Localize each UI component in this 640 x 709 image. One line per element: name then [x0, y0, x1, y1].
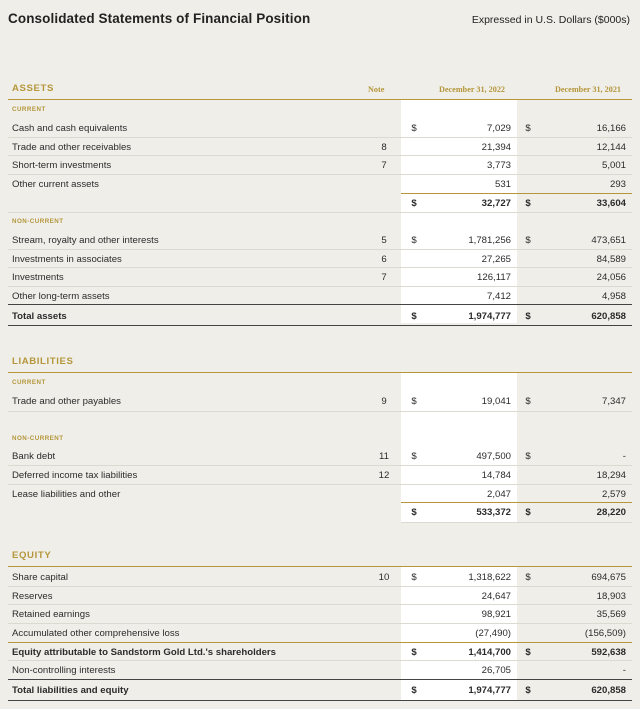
liabilities-total-row	[8, 503, 632, 521]
currency-symbol: $	[411, 572, 417, 583]
total-rule	[8, 700, 632, 701]
table-row	[8, 250, 632, 268]
row-note: 9	[381, 396, 387, 407]
value-2022: 27,265	[481, 254, 511, 265]
currency-symbol: $	[525, 451, 531, 462]
value-2021: -	[622, 451, 626, 462]
row-label: Short-term investments	[12, 160, 112, 171]
table-row	[8, 587, 632, 605]
total-rule	[8, 304, 632, 305]
table-row	[8, 392, 632, 410]
col-2021-header: December 31, 2021	[555, 85, 622, 94]
currency-symbol: $	[411, 647, 417, 658]
currency-symbol: $	[411, 198, 417, 209]
row-label: Non-controlling interests	[12, 665, 116, 676]
row-label: Total liabilities and equity	[12, 685, 129, 696]
assets-title: ASSETS	[12, 83, 54, 94]
page-title: Consolidated Statements of Financial Position	[8, 11, 311, 26]
value-2021: 84,589	[596, 254, 626, 265]
table-row	[8, 231, 632, 249]
total-rule	[8, 679, 632, 680]
value-2022: 21,394	[481, 142, 511, 153]
row-label: Stream, royalty and other interests	[12, 235, 159, 246]
value-2021: 2,579	[601, 489, 626, 500]
currency-symbol: $	[411, 311, 417, 322]
currency-symbol: $	[411, 685, 417, 696]
table-row	[8, 466, 632, 484]
value-2022: (27,490)	[475, 628, 511, 639]
row-label: Other current assets	[12, 179, 99, 190]
currency-symbol: $	[411, 123, 417, 134]
value-2021: 620,858	[591, 685, 626, 696]
row-label: Deferred income tax liabilities	[12, 470, 138, 481]
row-label: Retained earnings	[12, 609, 90, 620]
value-2022: 19,041	[481, 396, 511, 407]
value-2022: 98,921	[481, 609, 511, 620]
liabilities-rule	[8, 372, 632, 373]
currency-symbol: $	[525, 396, 531, 407]
value-2021: 18,294	[596, 470, 626, 481]
currency-symbol: $	[525, 123, 531, 134]
row-note: 7	[381, 160, 387, 171]
value-2021: 35,569	[596, 609, 626, 620]
table-row	[8, 605, 632, 623]
value-2021: 694,675	[591, 572, 626, 583]
row-label: Reserves	[12, 591, 53, 602]
value-2021: 473,651	[591, 235, 626, 246]
currency-symbol: $	[525, 572, 531, 583]
liabilities-header	[8, 351, 632, 373]
value-2022: 1,318,622	[468, 572, 511, 583]
currency-symbol: $	[525, 311, 531, 322]
equity-header	[8, 545, 632, 567]
row-note: 11	[379, 451, 389, 462]
currency-symbol: $	[525, 507, 531, 518]
assets-current-label: CURRENT	[12, 106, 46, 113]
value-2021: 33,604	[596, 198, 626, 209]
value-2021: (156,509)	[584, 628, 626, 639]
table-row	[8, 624, 632, 642]
value-2022: 24,647	[481, 591, 511, 602]
currency-symbol: $	[525, 235, 531, 246]
row-note: 6	[381, 254, 387, 265]
equity-rule	[8, 566, 632, 567]
row-label: Total assets	[12, 311, 67, 322]
row-label: Cash and cash equivalents	[12, 123, 128, 134]
equity-title: EQUITY	[12, 550, 52, 561]
table-row	[8, 287, 632, 305]
value-2022: 1,974,777	[468, 685, 511, 696]
note-column-header: Note	[368, 85, 385, 94]
liabilities-title: LIABILITIES	[12, 356, 74, 367]
table-row	[8, 661, 632, 679]
row-label: Lease liabilities and other	[12, 489, 121, 500]
value-2021: 4,958	[601, 291, 626, 302]
row-label: Bank debt	[12, 451, 56, 462]
value-2021: 620,858	[591, 311, 626, 322]
row-divider	[8, 212, 632, 213]
value-2021: 5,001	[601, 160, 626, 171]
table-row	[8, 156, 632, 174]
value-2021: -	[622, 665, 626, 676]
assets-noncurrent-label: NON-CURRENT	[12, 218, 64, 225]
value-2022: 3,773	[486, 160, 511, 171]
value-2021: 28,220	[596, 507, 626, 518]
value-2022: 1,414,700	[468, 647, 511, 658]
value-2022: 531	[494, 179, 511, 190]
row-note: 10	[378, 572, 390, 583]
row-label: Trade and other receivables	[12, 142, 132, 153]
currency-symbol: $	[525, 198, 531, 209]
value-2021: 18,903	[596, 591, 626, 602]
value-2021: 12,144	[596, 142, 626, 153]
table-row	[8, 175, 632, 193]
table-row	[8, 119, 632, 137]
row-note: 8	[381, 142, 387, 153]
value-2021: 7,347	[601, 396, 626, 407]
currency-symbol: $	[411, 507, 417, 518]
row-note: 7	[381, 272, 387, 283]
table-row	[8, 447, 632, 465]
currency-symbol: $	[411, 396, 417, 407]
currency-symbol: $	[411, 235, 417, 246]
row-label: Investments	[12, 272, 64, 283]
assets-header	[8, 78, 632, 100]
liabilities-noncurrent-label: NON-CURRENT	[12, 435, 64, 442]
row-label: Trade and other payables	[12, 396, 121, 407]
value-2022: 14,784	[481, 470, 511, 481]
row-note: 5	[381, 235, 387, 246]
value-2022: 7,412	[486, 291, 511, 302]
total-assets-row	[8, 307, 632, 325]
currency-symbol: $	[525, 685, 531, 696]
table-row	[8, 138, 632, 156]
value-2022: 533,372	[476, 507, 511, 518]
value-2022: 2,047	[486, 489, 511, 500]
currency-symbol: $	[525, 647, 531, 658]
row-divider	[8, 411, 632, 412]
value-2022: 497,500	[476, 451, 511, 462]
assets-rule	[8, 99, 632, 100]
value-2021: 16,166	[596, 123, 626, 134]
row-divider	[401, 522, 632, 523]
table-row	[8, 568, 632, 586]
row-label: Equity attributable to Sandstorm Gold Ltd.'s shareholders	[12, 647, 277, 658]
value-2022: 7,029	[486, 123, 511, 134]
table-row	[8, 485, 632, 503]
total-rule	[8, 325, 632, 326]
currency-symbol: $	[411, 451, 417, 462]
value-2022: 32,727	[481, 198, 511, 209]
value-2022: 1,974,777	[468, 311, 511, 322]
value-2022: 1,781,256	[468, 235, 511, 246]
row-label: Accumulated other comprehensive loss	[12, 628, 180, 639]
value-2021: 24,056	[596, 272, 626, 283]
value-2021: 293	[609, 179, 626, 190]
row-note: 12	[378, 470, 390, 481]
table-row	[8, 268, 632, 286]
currency-note: Expressed in U.S. Dollars ($000s)	[471, 14, 630, 26]
value-2022: 26,705	[481, 665, 511, 676]
equity-attributable-row	[8, 643, 632, 661]
row-label: Other long-term assets	[12, 291, 110, 302]
liabilities-current-label: CURRENT	[12, 379, 46, 386]
subtotal-row	[8, 194, 632, 212]
value-2022: 126,117	[477, 272, 511, 283]
value-2021: 592,638	[591, 647, 626, 658]
row-label: Investments in associates	[12, 254, 122, 265]
row-label: Share capital	[12, 572, 68, 583]
total-liabilities-equity-row	[8, 681, 632, 699]
col-2022-header: December 31, 2022	[439, 85, 506, 94]
